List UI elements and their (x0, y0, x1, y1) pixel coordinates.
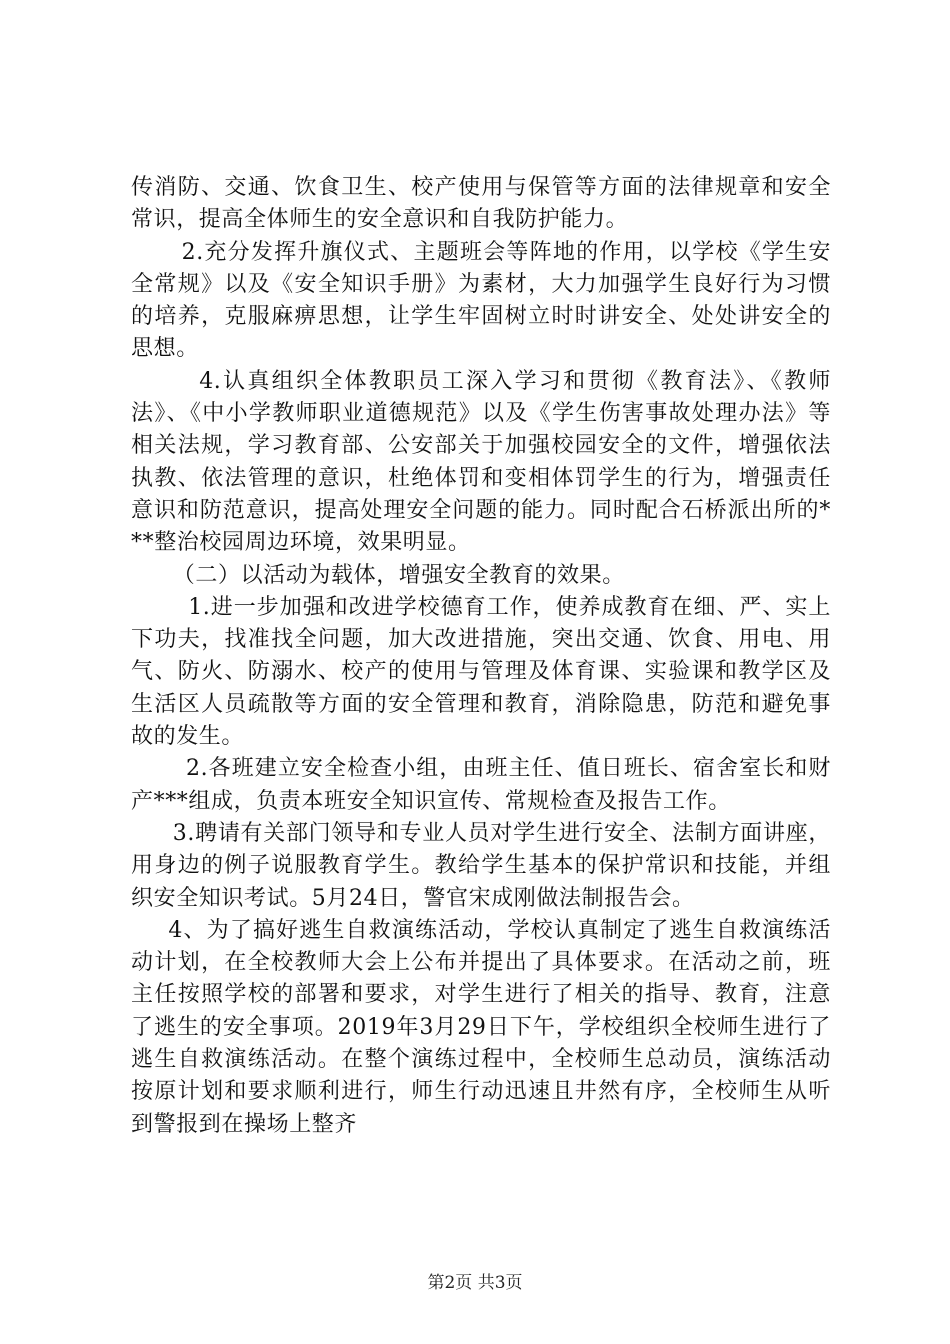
paragraph: 2.各班建立安全检查小组，由班主任、值日班长、宿舍室长和财产***组成，负责本班安全知识宣传、常规检查及报告工作。 (131, 756, 831, 814)
paragraph: 1.进一步加强和改进学校德育工作，使养成教育在细、严、实上下功夫，找准找全问题，加大改进措施，突出交通、饮食、用电、用气、防火、防溺水、校产的使用与管理及体育课、实验课和教学区及生活区人员疏散等方面的安全管理和教育，消除隐患，防范和避免事故的发生。 (131, 594, 831, 750)
paragraph: 3.聘请有关部门领导和专业人员对学生进行安全、法制方面讲座，用身边的例子说服教育学生。教给学生基本的保护常识和技能，并组织安全知识考试。5月24日，警官宋成刚做法制报告会。 (131, 820, 831, 911)
paragraph: 传消防、交通、饮食卫生、校产使用与保管等方面的法律规章和安全常识，提高全体师生的安全意识和自我防护能力。 (131, 175, 831, 233)
paragraph: 4、为了搞好逃生自救演练活动，学校认真制定了逃生自救演练活动计划，在全校教师大会上公布并提出了具体要求。在活动之前，班主任按照学校的部署和要求，对学生进行了相关的指导、教育，注意了逃生的安全事项。2019年3月29日下午，学校组织全校师生进行了逃生自救演练活动。在整个演练过程中，全校师生总动员，演练活动按原计划和要求顺利进行，师生行动迅速且井然有序，全校师生从听到警报到在操场上整齐 (131, 917, 831, 1137)
document-body (131, 172, 831, 1141)
page-number: 第2页 共3页 (427, 1273, 523, 1293)
section-heading: （二）以活动为载体，增强安全教育的效果。 (172, 562, 625, 588)
paragraph: 2.充分发挥升旗仪式、主题班会等阵地的作用，以学校《学生安全常规》以及《安全知识手册》为素材，大力加强学生良好行为习惯的培养，克服麻痹思想，让学生牢固树立时时讲安全、处处讲安全的思想。 (131, 239, 831, 362)
paragraph: 4.认真组织全体教职员工深入学习和贯彻《教育法》、《教师法》、《中小学教师职业道德规范》以及《学生伤害事故处理办法》等相关法规，学习教育部、公安部关于加强校园安全的文件，增强依法执教、依法管理的意识，杜绝体罚和变相体罚学生的行为，增强责任意识和防范意识，提高处理安全问题的能力。同时配合石桥派出所的***整治校园周边环境，效果明显。 (131, 368, 831, 556)
